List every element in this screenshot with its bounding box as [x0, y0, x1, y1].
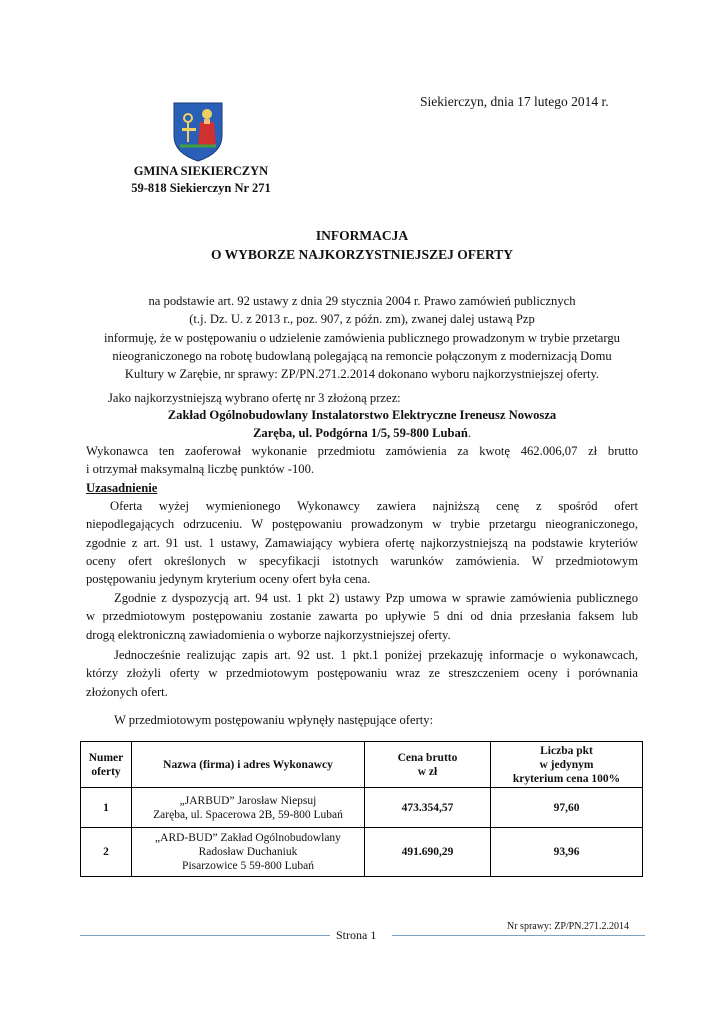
header-name: Nazwa (firma) i adres Wykonawcy: [132, 742, 365, 788]
intro-line-4: nieograniczonego na robotę budowlaną polegającą na remoncie połączonym z modernizacją Domu: [112, 348, 612, 363]
row-name-l3: Pisarzowice 5 59-800 Lubań: [182, 860, 314, 872]
header-points-l2: w jedynym: [539, 758, 594, 771]
header-number: [81, 742, 132, 788]
intro-paragraph: [60, 292, 664, 383]
justification-heading: Uzasadnienie: [86, 481, 158, 495]
offers-table: [80, 741, 643, 877]
table-row: [81, 788, 643, 828]
simultaneously-line-3: złożonych ofert.: [86, 684, 168, 699]
selected-address: Zaręba, ul. Podgórna 1/5, 59-800 Lubań: [253, 426, 468, 440]
justification-paragraph: [86, 497, 638, 588]
intro-line-2: (t.j. Dz. U. z 2013 r., poz. 907, z późn. zm), zwanej dalej ustawą Pzp: [189, 312, 535, 327]
office-name: GMINA SIEKIERCZYN: [133, 164, 269, 178]
row-points: 93,96: [491, 828, 643, 877]
simultaneously-line-2: którzy złożyli oferty w przedmiotowym postępowaniu wraz ze streszczeniem oceny i porównania: [86, 666, 638, 681]
table-row: [81, 828, 643, 877]
contract-line-3: drogą elektroniczną zawiadomienia o wyborze najkorzystniejszej oferty.: [86, 627, 451, 642]
document-date: Siekierczyn, dnia 17 lutego 2014 r.: [420, 94, 609, 109]
simultaneously-paragraph: [86, 646, 638, 701]
footer-case-number: Nr sprawy: ZP/PN.271.2.2014: [507, 921, 629, 932]
coat-of-arms-icon: [170, 100, 226, 162]
header-points: [491, 742, 643, 788]
price-line: Wykonawca ten zaoferował wykonanie przedmiotu zamówienia za kwotę 462.006,07 zł brutto: [86, 444, 638, 458]
selected-address-suffix: .: [467, 426, 471, 440]
justification-line-2: niepodlegających odrzuceniu. W postępowaniu prowadzonym w trybie przetargu nieograniczonego,: [86, 517, 638, 532]
header-price: [365, 742, 491, 788]
row-number: 1: [81, 788, 132, 828]
row-name-l2: Radosław Duchaniuk: [198, 846, 298, 858]
contract-line-2: w przedmiotowym postępowaniu zostanie zawarta po upływie 5 dni od dnia przesłania faksem lub: [86, 609, 638, 624]
selected-company: Zakład Ogólnobudowlany Instalatorstwo Elektryczne Ireneusz Nowosza: [167, 408, 557, 422]
price-paragraph: [86, 442, 638, 479]
contract-line-1: Zgodnie z dyspozycją art. 94 ust. 1 pkt 2) ustawy Pzp umowa w sprawie zamówienia publicznego: [114, 591, 638, 605]
row-name-l1: „JARBUD” Jarosław Niepsuj: [179, 794, 317, 807]
justification-line-4: oceny ofert określonych w specyfikacji istotnych warunków zamówienia. W przedmiotowym: [86, 553, 638, 568]
row-points: 97,60: [491, 788, 643, 828]
header-points-l3: kryterium cena 100%: [512, 772, 621, 785]
office-address: 59-818 Siekierczyn Nr 271: [131, 181, 271, 195]
header-price-l1: Cena brutto: [397, 751, 458, 764]
document-title: [0, 226, 724, 264]
intro-line-5: Kultury w Zarębie, nr sprawy: ZP/PN.271.2.2014 dokonano wyboru najkorzystniejszej oferty.: [124, 367, 600, 382]
contract-paragraph: [86, 589, 638, 644]
header-points-l1: Liczba pkt: [540, 744, 593, 757]
row-name: [132, 828, 365, 877]
justification-line-1: Oferta wyżej wymienionego Wykonawcy zawiera najniższą cenę z spośród ofert: [110, 499, 638, 513]
row-number: 2: [81, 828, 132, 877]
row-name-l1: „ARD-BUD” Zakład Ogólnobudowlany: [155, 832, 341, 844]
row-name-l2: Zaręba, ul. Spacerowa 2B, 59-800 Lubań: [153, 808, 343, 821]
justification-line-3: zgodnie z art. 91 ust. 1 ustawy, Zamawiający wybiera ofertę najkorzystniejszą na podstawie kryteriów: [86, 535, 638, 550]
table-header-row: [81, 742, 643, 788]
intro-line-3: informuję, że w postępowaniu o udzielenie zamówienia publicznego prowadzonym w trybie przetargu: [104, 330, 620, 345]
row-price: 491.690,29: [365, 828, 491, 877]
simultaneously-line-1: Jednocześnie realizując zapis art. 92 ust. 1 pkt.1 poniżej przekazuję informacje o wykonawcach,: [114, 648, 638, 662]
offers-intro: W przedmiotowym postępowaniu wpłynęły następujące oferty:: [114, 713, 434, 727]
selection-lead: Jako najkorzystniejszą wybrano ofertę nr 3 złożoną przez:: [108, 391, 401, 405]
points-line: i otrzymał maksymalną liczbę punktów -100.: [86, 462, 315, 477]
footer-divider-right: [392, 935, 645, 936]
header-price-l2: w zł: [417, 765, 438, 778]
row-price: 473.354,57: [365, 788, 491, 828]
office-block: [121, 163, 281, 197]
header-number-l1: Numer: [88, 751, 124, 764]
title-line-2: O WYBORZE NAJKORZYSTNIEJSZEJ OFERTY: [211, 247, 513, 262]
header-number-l2: oferty: [91, 765, 121, 778]
title-line-1: INFORMACJA: [315, 228, 409, 243]
page-number: Strona 1: [336, 928, 377, 942]
intro-line-1: na podstawie art. 92 ustawy z dnia 29 stycznia 2004 r. Prawo zamówień publicznych: [148, 294, 576, 308]
row-name: [132, 788, 365, 828]
justification-line-5: postępowaniu jedynym kryterium oceny ofert była cena.: [86, 572, 371, 587]
footer-divider-left: [80, 935, 330, 936]
selected-address-line: [60, 424, 664, 442]
